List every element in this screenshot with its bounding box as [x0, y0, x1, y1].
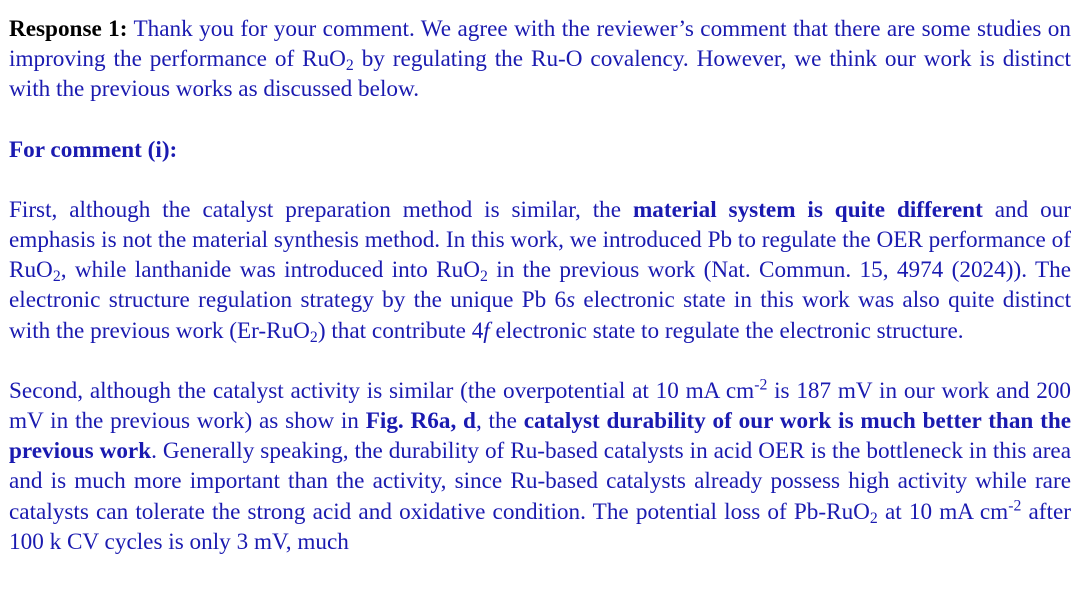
- response-label: Response 1:: [9, 16, 128, 42]
- response-text: by regulating the Ru-O covalency. However, we think our work is distinct with the previous works as discussed below.: [9, 46, 1071, 103]
- paragraph-text: electronic state in this work was also quite distinct with the previous work (Er-RuO: [9, 287, 1072, 344]
- comment-heading: For comment (i):: [9, 136, 178, 163]
- paragraph-text: , while lanthanide was introduced into RuO: [60, 257, 480, 284]
- paragraph-text: and our emphasis is not the material synthesis method. In this work, we introduced Pb to regulate the OER performance of RuO: [9, 196, 1072, 284]
- paragraph-text: Second, although the catalyst activity is similar (the overpotential at 10 mA cm: [9, 377, 755, 404]
- paragraph-text: at 10 mA cm: [877, 498, 1009, 525]
- response-text: Thank you for your comment. We agree with the reviewer’s comment that there are some studies on improving the performance of RuO: [9, 16, 1071, 73]
- superscript: -2: [754, 376, 768, 394]
- response-paragraph: [9, 14, 1071, 105]
- second-paragraph: [9, 376, 1071, 557]
- paragraph-text: after 100 k CV cycles is only 3 mV, much: [9, 498, 1071, 555]
- figure-reference: Fig. R6a, d: [365, 408, 476, 435]
- paragraph-text: in the previous work (Nat. Commun. 15, 4974 (2024)). The electronic structure regulation strategy by the unique Pb 6: [9, 257, 1071, 314]
- paragraph-text: . Generally speaking, the durability of Ru-based catalysts in acid OER is the bottleneck in this area and is much more important than the activity, since Ru-based catalysts already possess high activity while rare catalysts can tolerate the strong acid and oxidative condition. The potential loss of Pb-RuO: [9, 438, 1072, 525]
- italic-letter: f: [483, 317, 490, 344]
- first-paragraph: [9, 195, 1071, 346]
- subscript: 2: [479, 268, 488, 286]
- subscript: 2: [52, 268, 61, 286]
- subscript: 2: [345, 57, 354, 75]
- superscript: -2: [1008, 496, 1022, 514]
- paragraph-text: First, although the catalyst preparation method is similar, the: [9, 196, 633, 223]
- bold-phrase: catalyst durability of our work is much better than the previous work: [9, 408, 1072, 465]
- paragraph-text: ) that contribute 4: [317, 317, 484, 344]
- paragraph-text: is 187 mV in our work and 200 mV in the previous work) as show in: [9, 377, 1071, 435]
- paragraph-text: electronic state to regulate the electronic structure.: [489, 317, 964, 344]
- bold-phrase: material system is quite different: [632, 196, 983, 223]
- subscript: 2: [869, 509, 878, 527]
- paragraph-text: , the: [475, 408, 524, 435]
- subscript: 2: [309, 328, 318, 346]
- italic-letter: s: [566, 287, 576, 314]
